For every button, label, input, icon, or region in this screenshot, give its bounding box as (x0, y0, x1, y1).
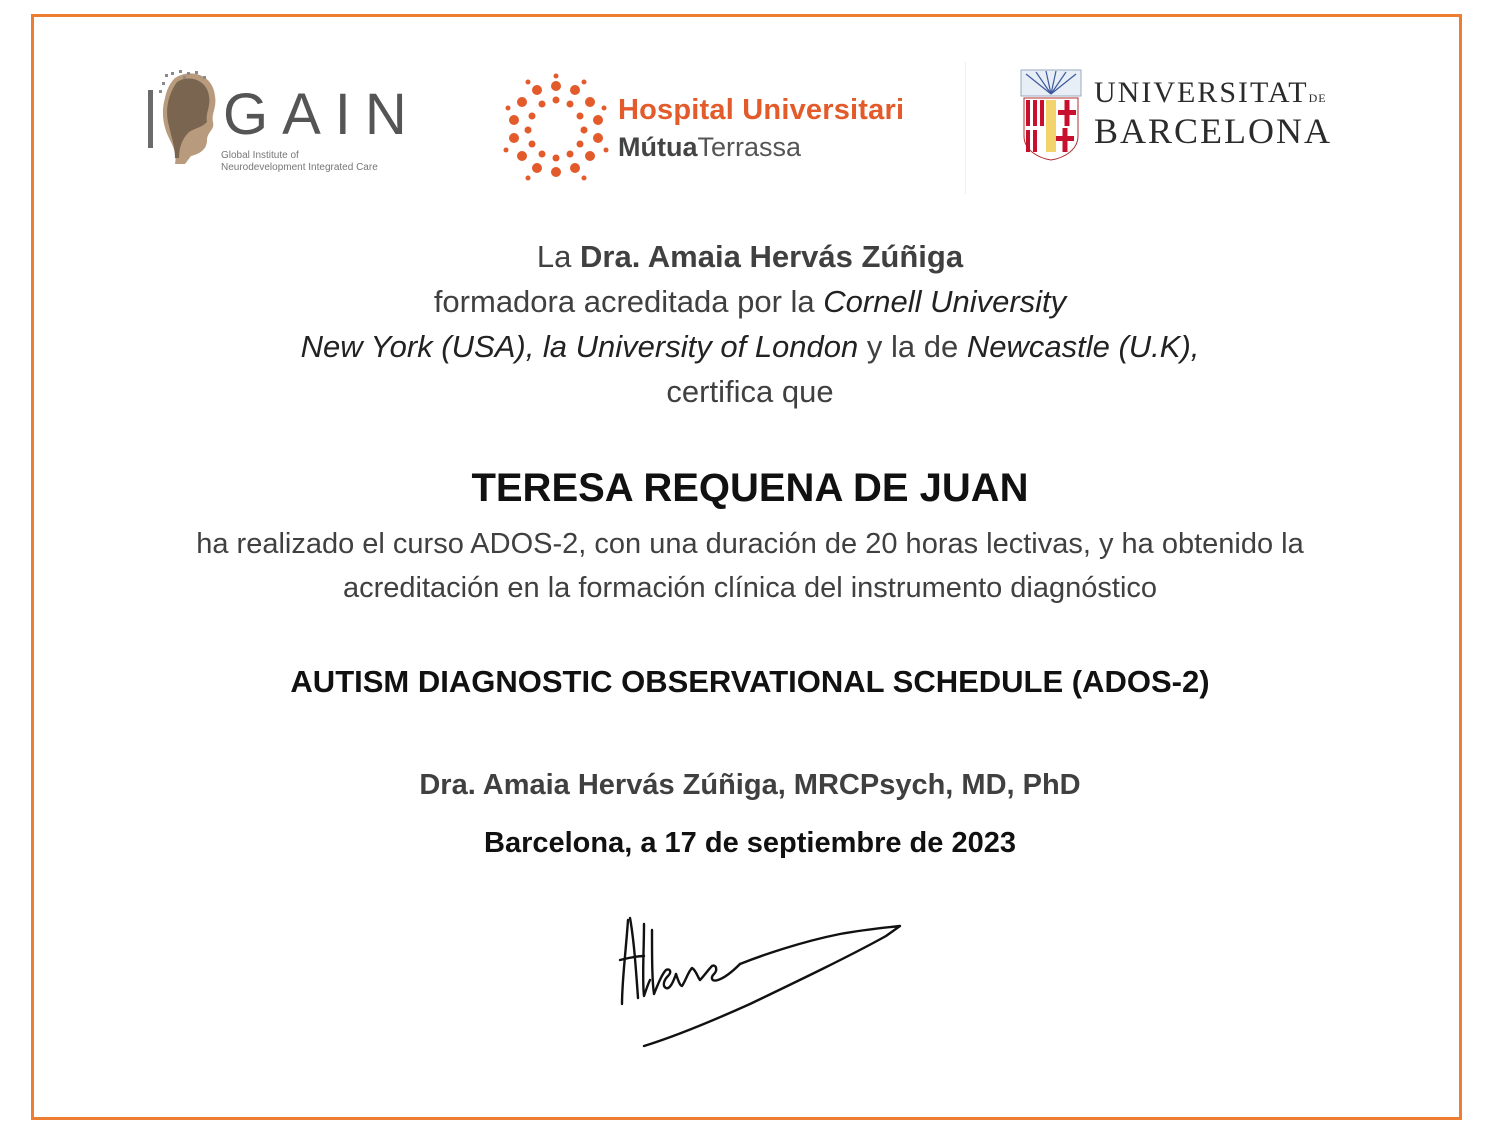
university-name-line2: BARCELONA (1094, 111, 1333, 151)
igain-logo (145, 68, 421, 180)
igain-head-icon (145, 68, 225, 168)
igain-wordmark: GAIN (223, 82, 421, 147)
intro-line-1: La Dra. Amaia Hervás Zúñiga (536, 239, 964, 274)
hospital-location: MútuaTerrassa (618, 132, 802, 162)
course-description: ha realizado el curso ADOS-2, con una duración de 20 horas lectivas, y ha obtenido la acreditación en la formación clínica del instrumento diagnóstico (196, 528, 1304, 604)
igain-subtitle: Global Institute of Neurodevelopment Integrated Care (221, 150, 378, 173)
university-shield-icon (1018, 66, 1084, 162)
signature (600, 900, 920, 1060)
intro-line-3: New York (USA), la University of London y la de Newcastle (U.K), (300, 329, 1200, 364)
certifier-intro (0, 234, 1500, 414)
intro-line-4: certifica que (666, 374, 834, 409)
signer-credentials: Dra. Amaia Hervás Zúñiga, MRCPsych, MD, PhD (419, 769, 1081, 801)
hospital-dots-icon (496, 68, 616, 188)
instrument-title: AUTISM DIAGNOSTIC OBSERVATIONAL SCHEDULE (ADOS-2) (290, 664, 1210, 699)
university-logo (1014, 64, 1359, 164)
certifier-name: Dra. Amaia Hervás Zúñiga (580, 239, 964, 274)
recipient-name: TERESA REQUENA DE JUAN (471, 466, 1029, 510)
intro-line-2: formadora acreditada por la Cornell University (433, 284, 1067, 319)
hospital-name: Hospital Universitari (618, 94, 905, 126)
university-name-line1: UNIVERSITATDE (1094, 76, 1327, 109)
place-and-date: Barcelona, a 17 de septiembre de 2023 (484, 827, 1016, 859)
hospital-logo (478, 62, 966, 194)
